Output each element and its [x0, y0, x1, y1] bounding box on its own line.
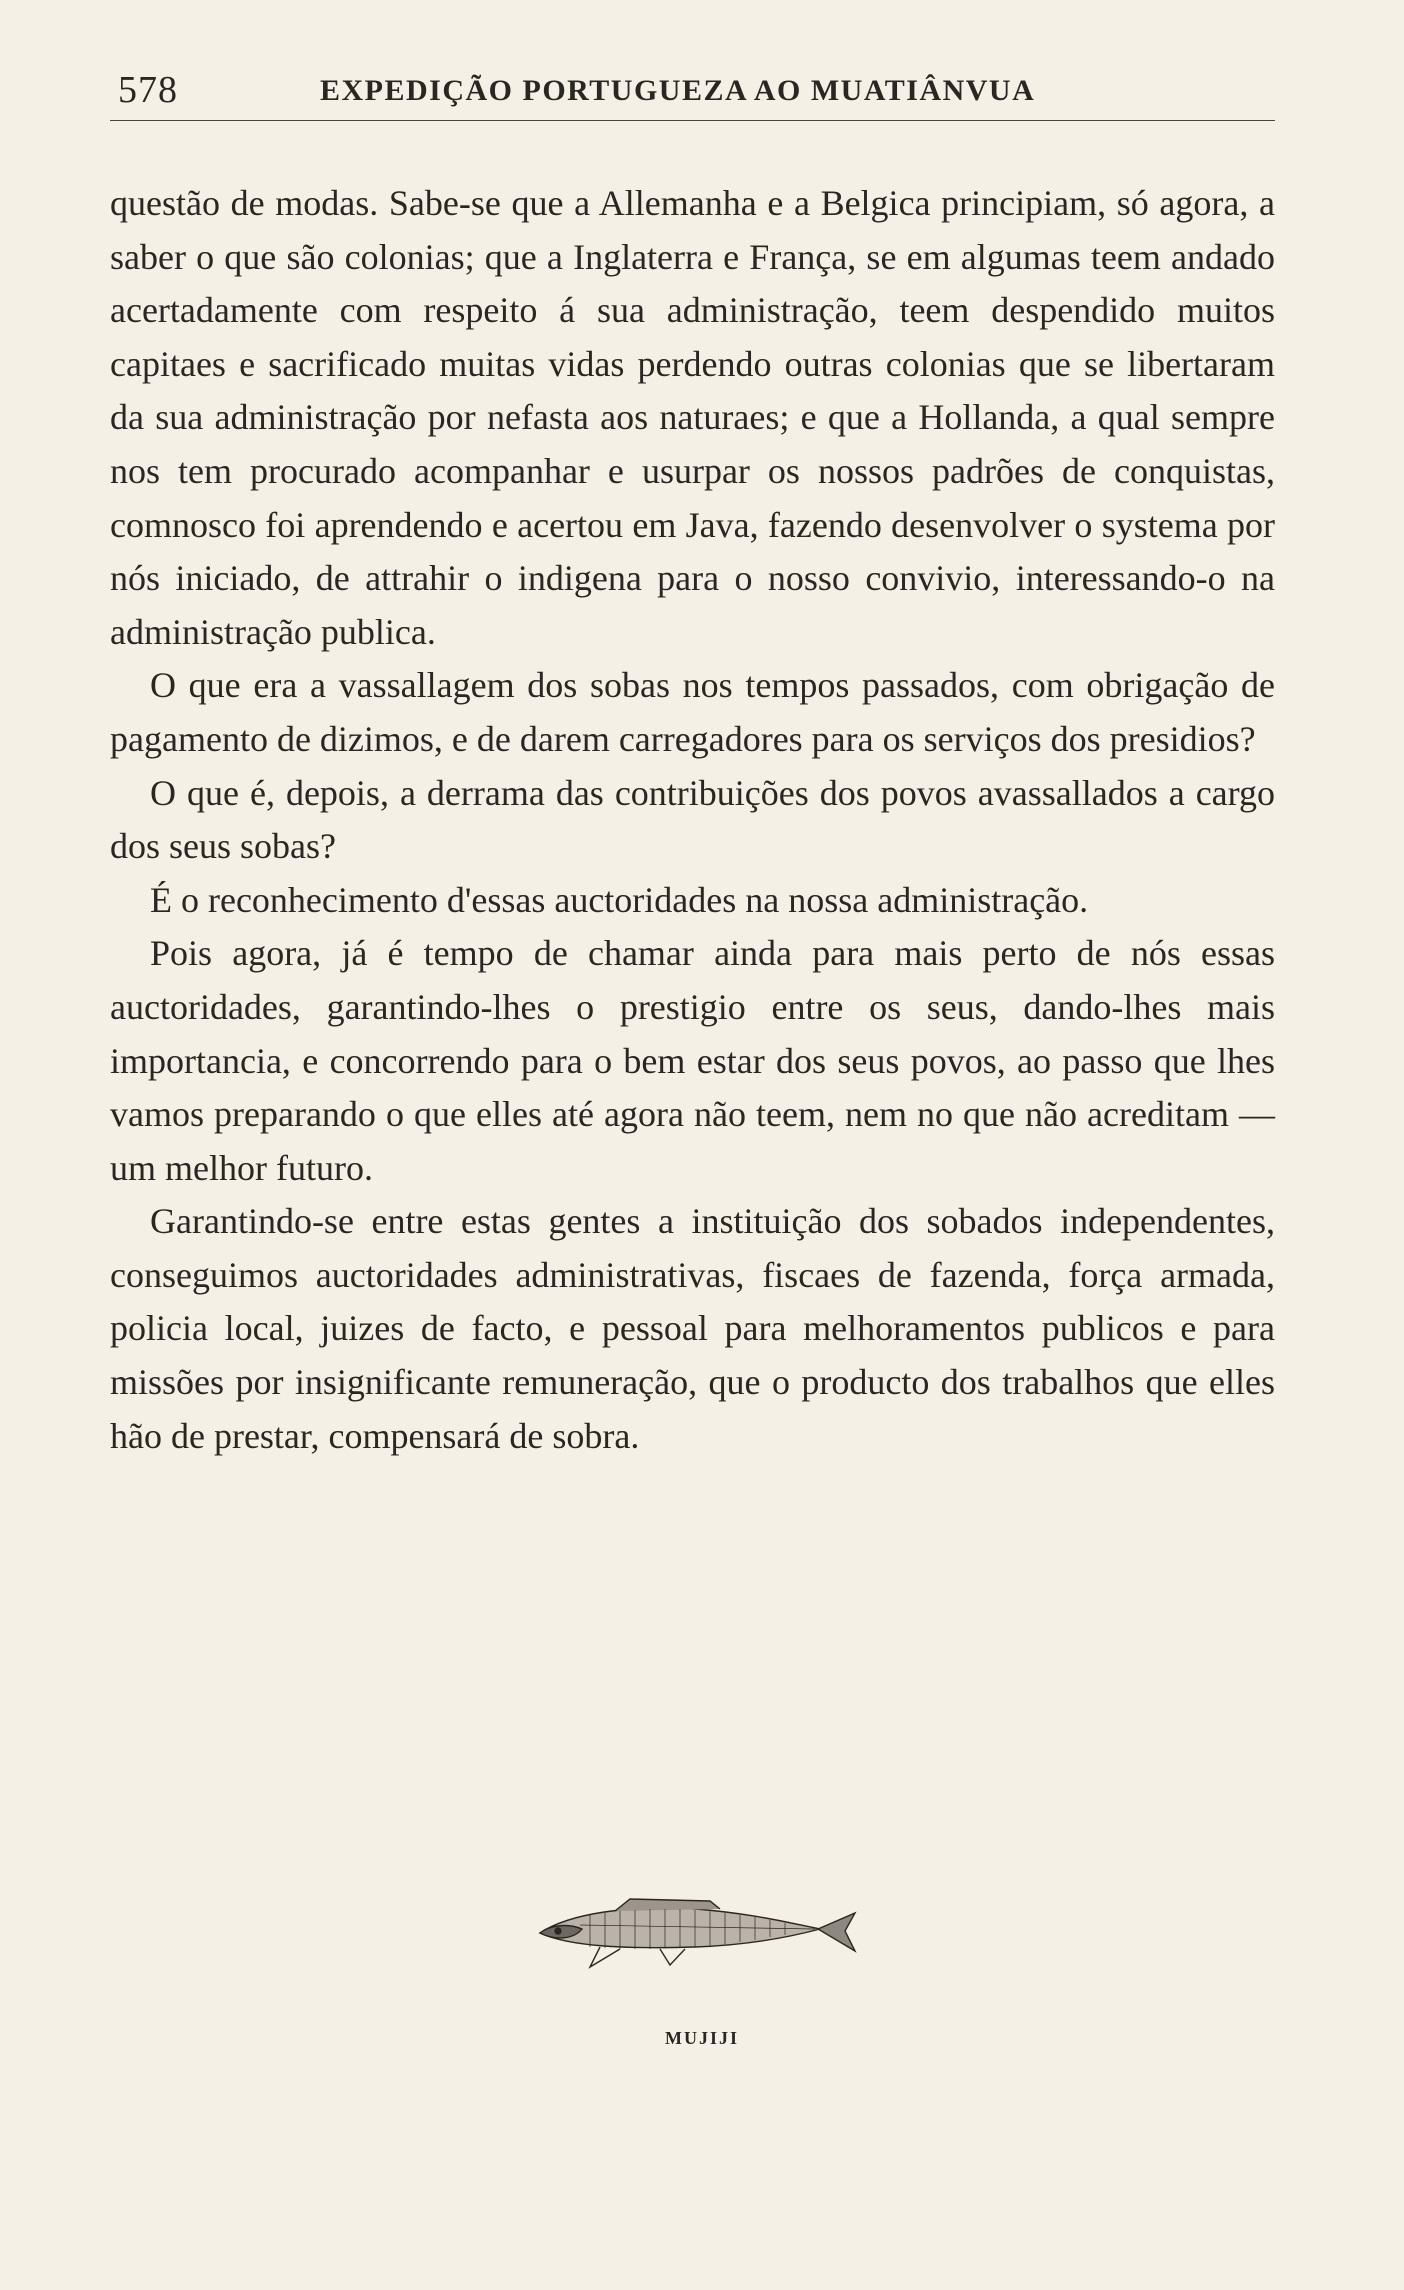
paragraph-3: O que é, depois, a derrama das contribuições dos povos avassallados a cargo dos seus sobas?: [110, 772, 1275, 867]
running-title: EXPEDIÇÃO PORTUGUEZA AO MUATIÂNVUA: [320, 74, 1036, 107]
paragraph-6: Garantindo-se entre estas gentes a instituição dos sobados independentes, conseguimos auctoridades administrativas, fiscaes de fazenda, força armada, policia local, juizes de facto, e pessoal para melhoramentos publicos e para missões por insignificante remuneração, que o producto dos trabalhos que elles hão de prestar, compensará de sobra.: [110, 1201, 1275, 1456]
illustration-caption: MUJIJI: [665, 2028, 739, 2048]
paragraph-4: É o reconhecimento d'essas auctoridades na nossa administração.: [150, 879, 1089, 920]
paragraph-2: O que era a vassallagem dos sobas nos tempos passados, com obrigação de pagamento de dizimos, e de darem carregadores para os serviços dos presidios?: [110, 665, 1275, 759]
paragraph-1: questão de modas. Sabe-se que a Allemanha e a Belgica principiam, só agora, a saber o que são colonias; que a Inglaterra e França, se em algumas teem andado acertadamente com respeito á sua administração, teem despendido muitos capitaes e sacrificado muitas vidas perdendo outras colonias que se libertaram da sua administração por nefasta aos naturaes; e que a Hollanda, a qual sempre nos tem procurado acompanhar e usurpar os nossos padrões de conquistas, comnosco foi aprendendo e acertou em Java, fazendo desenvolver o systema por nós iniciado, de attrahir o indigena para o nosso convivio, interessando-o na administração publica.: [110, 183, 1275, 652]
body-text: [110, 121, 1275, 1463]
page-number: 578: [118, 69, 178, 111]
fish-icon: [520, 1895, 860, 1975]
paragraph-5: Pois agora, já é tempo de chamar ainda para mais perto de nós essas auctoridades, garantindo-lhes o prestigio entre os seus, dando-lhes mais importancia, e concorrendo para o bem estar dos seus povos, ao passo que lhes vamos preparando o que elles até agora não teem, nem no que não acreditam — um melhor futuro.: [110, 933, 1275, 1188]
page-header: [110, 62, 1275, 121]
book-page: [110, 62, 1275, 1463]
